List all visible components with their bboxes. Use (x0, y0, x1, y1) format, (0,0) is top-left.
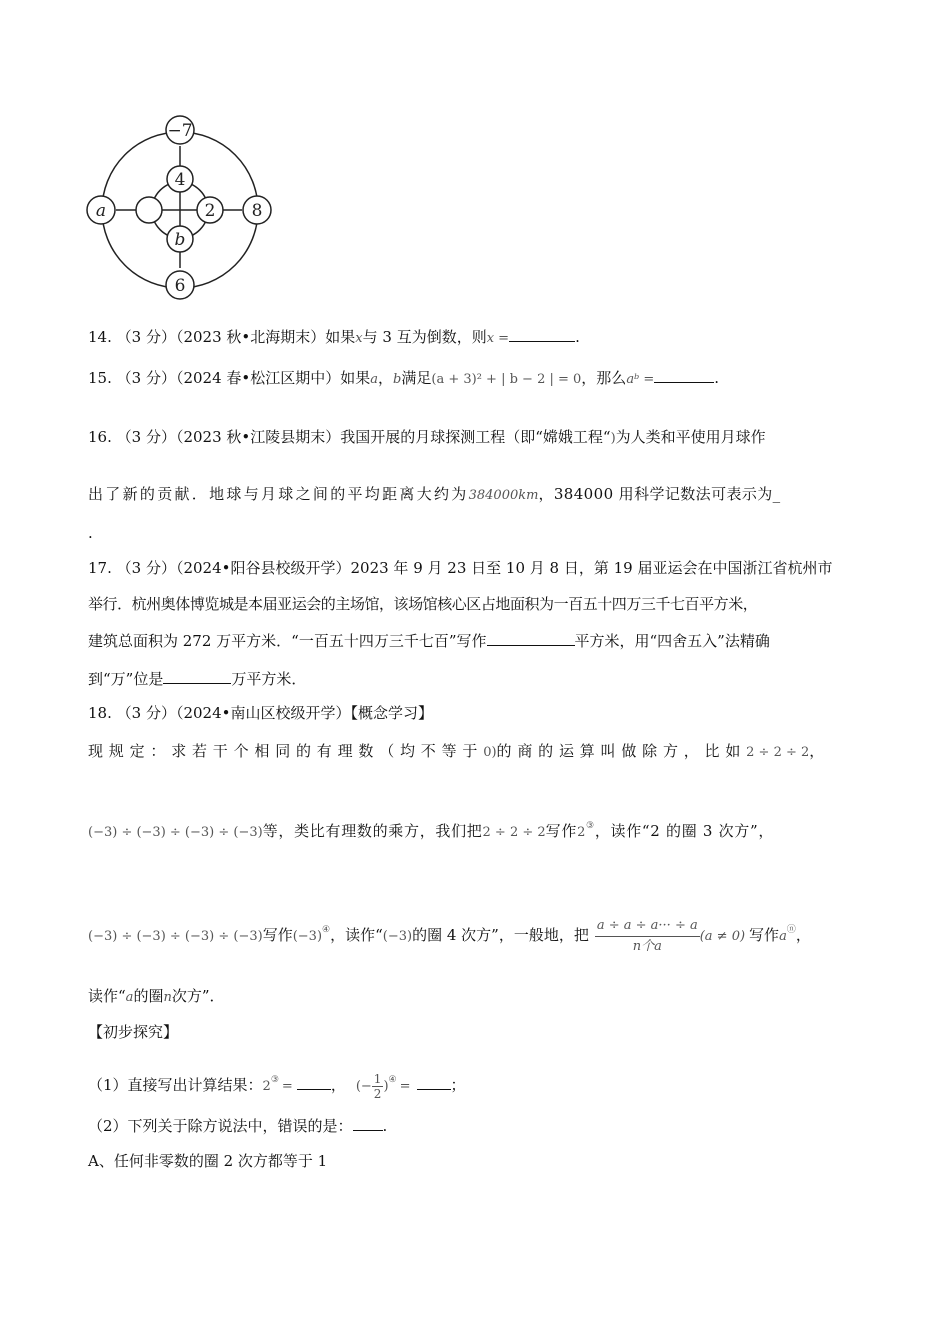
q16-line2-a: 出了新的贡献．地球与月球之间的平均距离大约为 (88, 485, 469, 503)
q18-p2-end: . (382, 1117, 388, 1135)
node-inner-right-label: 2 (204, 201, 216, 221)
q18-p1-frac-den: 2 (373, 1086, 382, 1101)
q18-pow2-base: (−3) (292, 929, 323, 944)
q18-line4-b: 的圈 (133, 987, 164, 1005)
q16-score: （3 分） (116, 428, 176, 446)
q18-part1 (88, 1060, 466, 1107)
q18-cond: (a ≠ 0) (699, 929, 746, 944)
q18-line4 (88, 986, 225, 1008)
question-16-line1 (88, 427, 766, 449)
question-16-line2 (88, 484, 781, 506)
question-14 (88, 327, 580, 349)
q17-line3-a: 建筑总面积为 272 万平方米．“一百五十四万三千七百”写作 (88, 632, 487, 650)
q18-p1-eq: = (281, 1079, 293, 1094)
q16-paren: ) (610, 431, 616, 446)
q18-num: 18. (88, 704, 112, 722)
circle-diagram (80, 112, 280, 302)
q16-source: （2023 秋•江陵县期末） (175, 428, 341, 446)
q18-line4-a: 读作“ (88, 987, 126, 1005)
q17-blank-2[interactable] (163, 669, 231, 684)
q17-line4-a: 到“万”位是 (88, 670, 164, 688)
q15-text-c: ，那么 (581, 369, 627, 387)
q18-p1-frac-sign: (− (355, 1079, 372, 1094)
q18-explore-heading: 【初步探究】 (88, 1023, 179, 1041)
q18-line2-b: 写作 (545, 822, 578, 840)
q16-line3: . (88, 524, 93, 542)
q16-num: 16. (88, 428, 112, 446)
q17-line3-b: 平方米，用“四舍五入”法精确 (574, 632, 770, 650)
q18-line2 (88, 816, 774, 843)
question-17-line1 (88, 558, 832, 578)
q18-pow2-sup: ④ (322, 925, 331, 935)
q18-p2-blank[interactable] (353, 1116, 383, 1131)
q18-pow3-base: a (779, 929, 787, 944)
q14-answer-blank[interactable] (509, 327, 575, 342)
question-15 (88, 368, 719, 390)
q14-text-b: 与 3 互为倒数，则 (362, 328, 487, 346)
q18-p1-fraction (372, 1072, 384, 1101)
q15-answer-blank[interactable] (654, 368, 714, 383)
q18-line4-c: 次方”． (171, 987, 225, 1005)
q17-line2: 举行．杭州奥体博览城是本届亚运会的主场馆，该场馆核心区占地面积为一百五十四万三千七百平方米， (88, 595, 758, 613)
q18-option-a: A、任何非零数的圈 2 次方都等于 1 (88, 1152, 328, 1170)
q17-line4-b: 万平方米． (231, 670, 307, 688)
q14-expr: x = (486, 331, 510, 346)
q15-comma: ， (378, 369, 394, 387)
q18-source: （2024•南山区校级开学） (175, 704, 351, 722)
node-top-label: −7 (167, 121, 193, 141)
q17-line1: 2023 年 9 月 23 日至 10 月 8 日，第 19 届亚运会在中国浙江省杭州市 (350, 559, 833, 577)
q14-source: （2023 秋•北海期末） (175, 328, 326, 346)
q18-line3-end: ， (795, 926, 811, 944)
q18-p1-frac-close: ) (383, 1079, 389, 1094)
q15-text-a: 如果 (340, 369, 371, 387)
q18-ex1: 2 ÷ 2 ÷ 2 (746, 745, 810, 760)
node-bottom-label: 6 (174, 276, 186, 296)
q17-score: （3 分） (116, 559, 176, 577)
q18-line1-a: 现规定：求若干个相同的有理数（均不等于 (88, 742, 484, 760)
q18-neg3: (−3) (382, 929, 413, 944)
q18-part2 (88, 1116, 387, 1136)
q15-var-b: b (393, 372, 402, 387)
q18-pow1-sup: ③ (586, 821, 595, 831)
node-left-label: a (95, 201, 107, 221)
q17-blank-1[interactable] (487, 631, 575, 646)
q18-p2: （2）下列关于除方说法中，错误的是： (88, 1117, 353, 1135)
q18-line1-b: 的商的运算叫做除方，比如 (496, 742, 747, 760)
q18-p1-blank-1[interactable] (297, 1075, 331, 1090)
q18-p1-eq2: = (399, 1079, 411, 1094)
q18-frac-num: a ÷ a ÷ a··· ÷ a (595, 916, 700, 937)
q16-text-a: 我国开展的月球探测工程（即“嫦娥工程“ (340, 428, 611, 446)
q18-p1-comma: ， (330, 1076, 346, 1094)
q14-text-a: 如果 (325, 328, 356, 346)
q18-line3-a: 写作 (262, 926, 293, 944)
q18-frac-den: n个a (632, 938, 662, 954)
q15-end: . (714, 369, 720, 387)
q15-var-a: a (370, 372, 379, 387)
question-17-line3 (88, 631, 770, 651)
q18-general-fraction (595, 916, 700, 957)
q14-num: 14. (88, 328, 112, 346)
q15-num: 15. (88, 369, 112, 387)
q14-var-x: x (355, 331, 363, 346)
q18-line2-c: ，读作“2 的圈 3 次方”， (594, 822, 775, 840)
q18-p1-pow-base: 2 (262, 1079, 271, 1094)
q15-condition: (a + 3)² + | b − 2 | = 0 (431, 372, 582, 387)
q18-var-a: a (125, 990, 134, 1005)
q15-score: （3 分） (116, 369, 176, 387)
q15-text-b: 满足 (401, 369, 432, 387)
q16-text-b: 为人类和平使用月球作 (615, 428, 766, 446)
q18-ex3: 2 ÷ 2 ÷ 2 (482, 825, 546, 840)
q18-pow1-base: 2 (577, 825, 587, 840)
q18-line3 (88, 908, 811, 959)
question-17-line4 (88, 669, 306, 689)
q15-expr: aᵇ = (626, 372, 655, 387)
q18-p1-end: ； (450, 1076, 466, 1094)
q16-distance: 384000km (468, 488, 539, 503)
question-18-head (88, 703, 433, 723)
q18-line3-b: ，读作“ (330, 926, 383, 944)
q17-num: 17. (88, 559, 112, 577)
node-inner-bottom-label: b (174, 230, 186, 250)
q16-line2-b: ，384000 用科学记数法可表示为_ (538, 485, 781, 503)
q18-ex2: (−3) ÷ (−3) ÷ (−3) ÷ (−3) (88, 825, 263, 840)
q15-source: （2024 春•松江区期中） (175, 369, 341, 387)
q18-line1-end: ， (809, 742, 831, 760)
node-inner-left (136, 197, 162, 223)
q18-line3-c: 的圈 4 次方”，一般地，把 (412, 926, 589, 944)
q18-pow3-sup: ⓝ (786, 925, 796, 935)
q18-p1-frac-num: 1 (373, 1071, 382, 1086)
q18-tag: 【概念学习】 (350, 704, 433, 722)
q18-ex4: (−3) ÷ (−3) ÷ (−3) ÷ (−3) (88, 929, 263, 944)
q18-p1-frac-sup: ④ (388, 1075, 397, 1085)
q18-zero-paren: 0) (483, 745, 497, 760)
q18-line2-a: 等，类比有理数的乘方，我们把 (262, 822, 483, 840)
q14-score: （3 分） (116, 328, 176, 346)
q17-source: （2024•阳谷县校级开学） (175, 559, 351, 577)
q18-var-n: n (163, 990, 172, 1005)
q18-p1-blank-2[interactable] (417, 1075, 451, 1090)
node-right-label: 8 (251, 201, 263, 221)
q18-line3-d: 写作 (749, 926, 780, 944)
q14-end: . (575, 328, 580, 346)
q18-p1-a: （1）直接写出计算结果： (88, 1076, 263, 1094)
q18-p1-pow-sup: ③ (270, 1075, 279, 1085)
q18-score: （3 分） (116, 704, 176, 722)
q18-line1 (88, 741, 830, 763)
node-inner-top-label: 4 (174, 170, 186, 190)
